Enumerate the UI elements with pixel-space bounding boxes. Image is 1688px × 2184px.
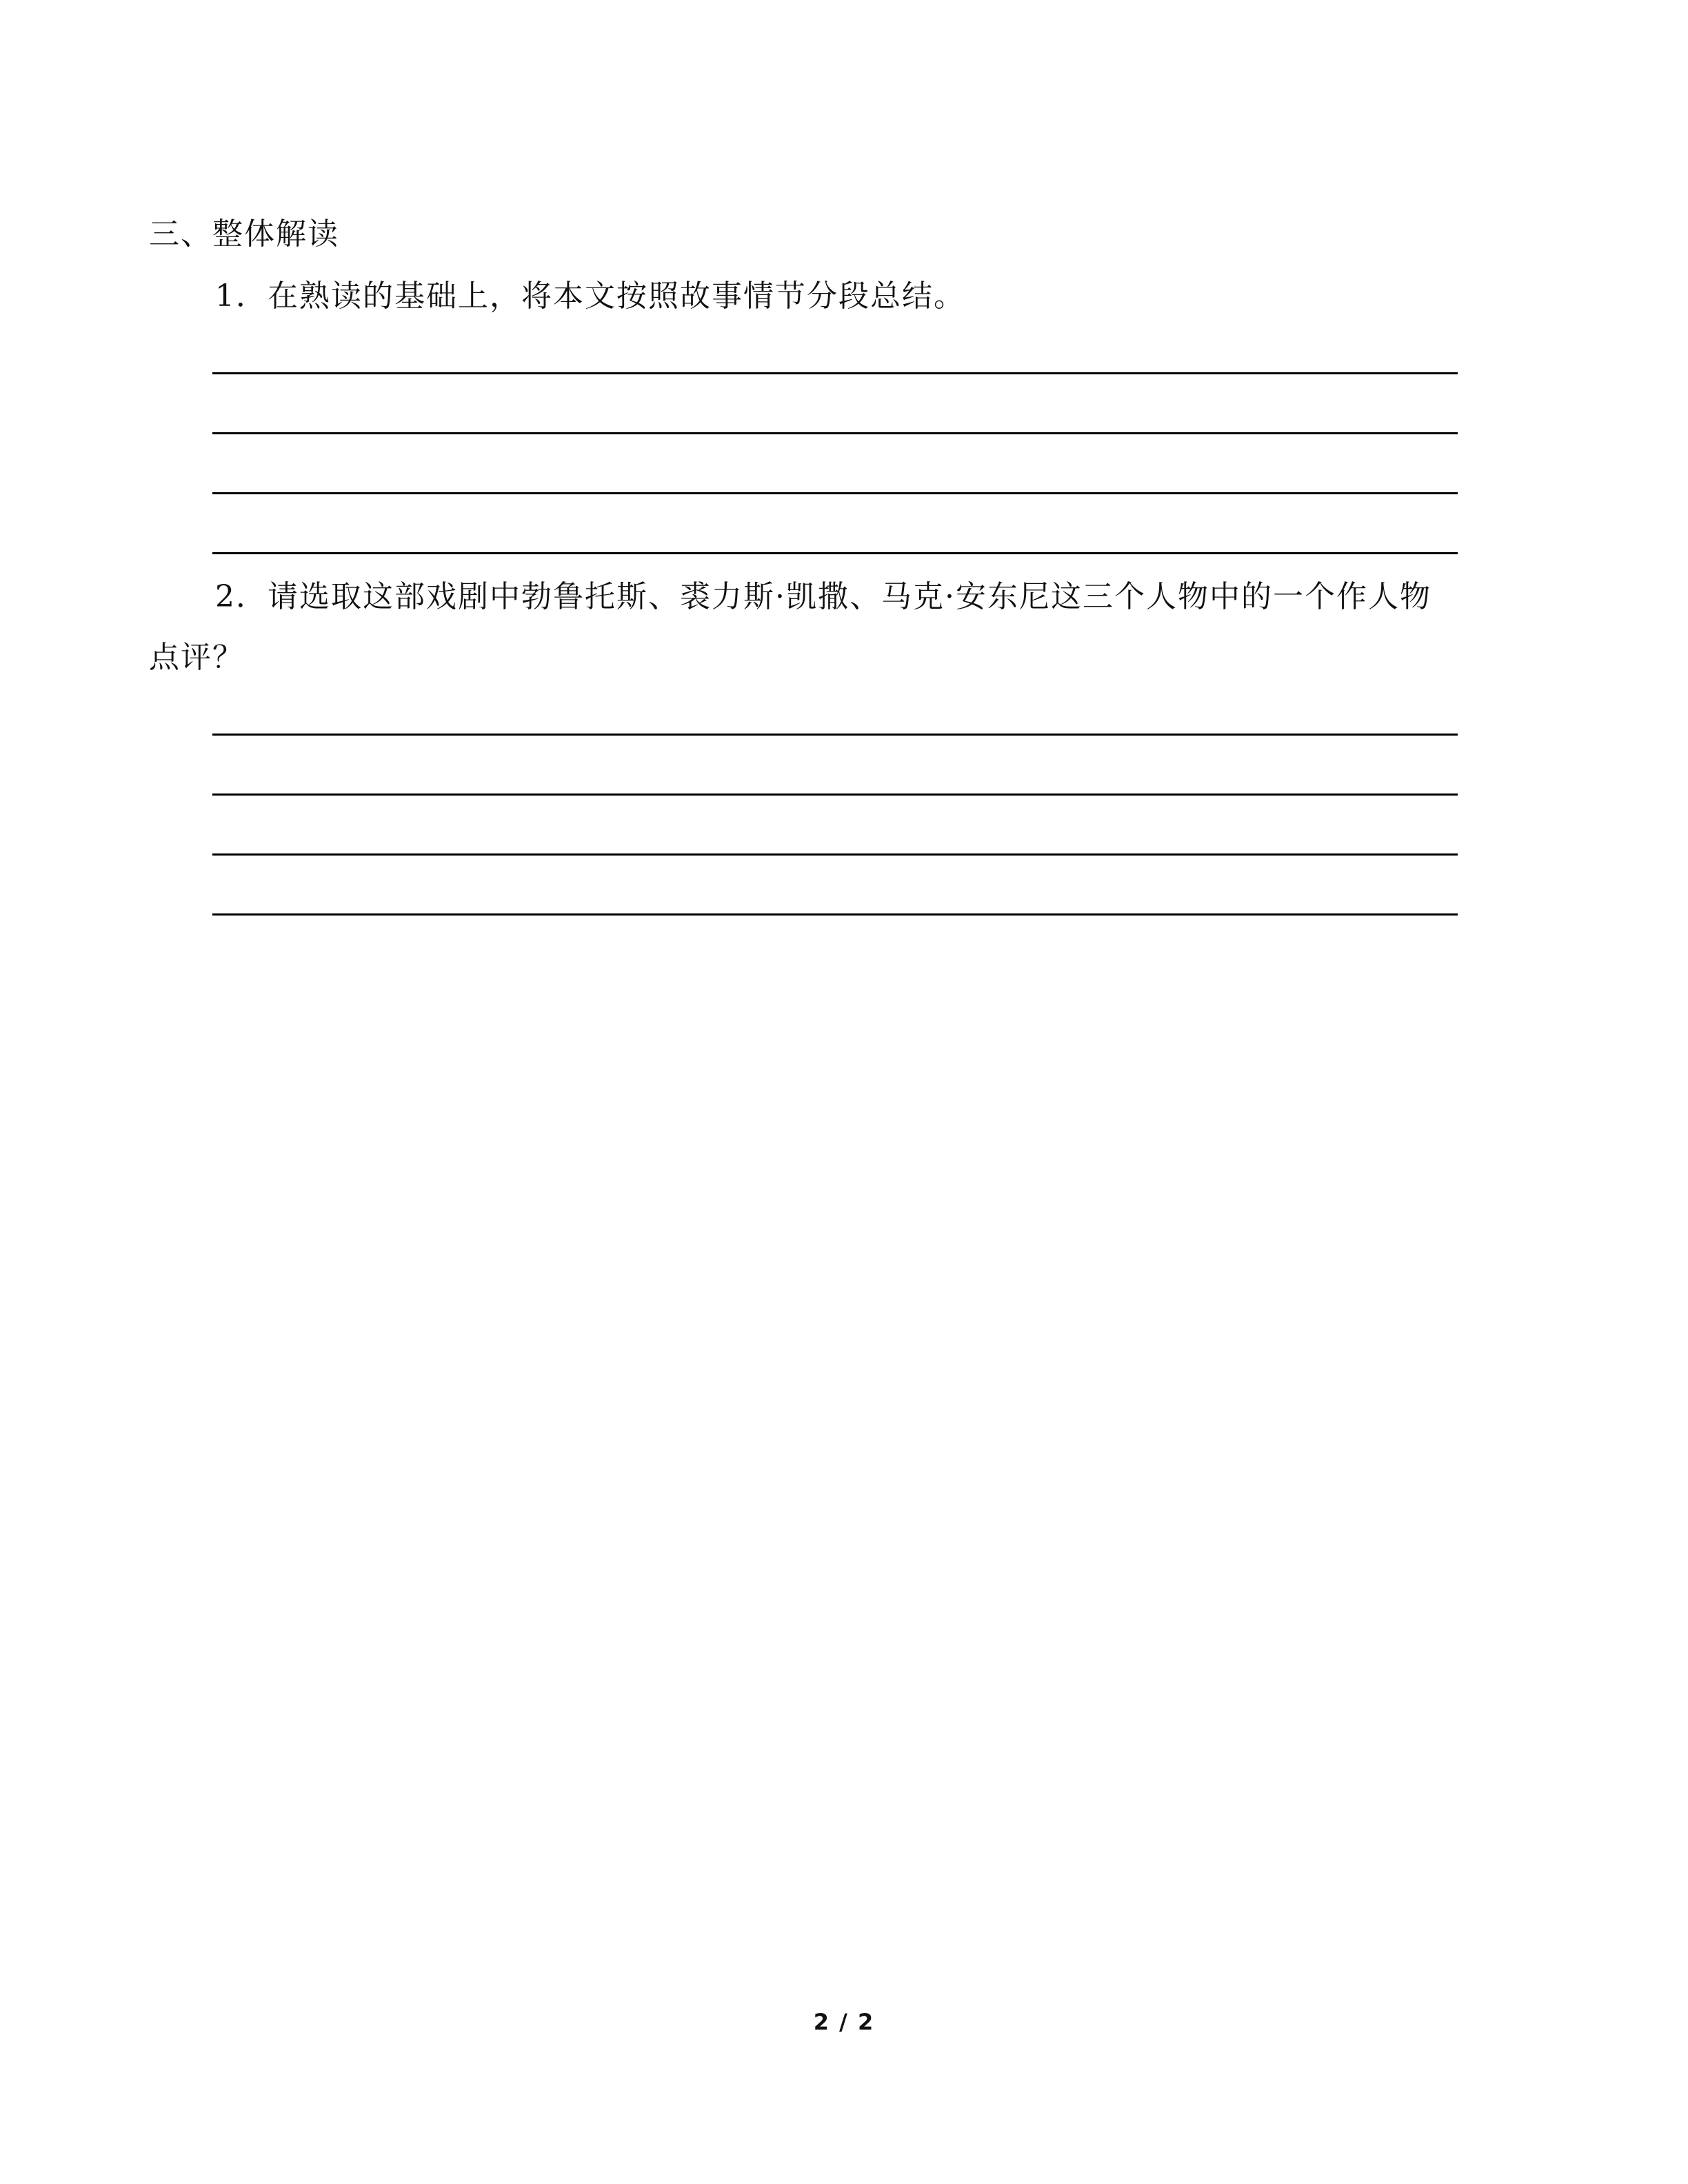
answer-line-q2-1[interactable] xyxy=(212,734,1458,736)
answer-line-q2-3[interactable] xyxy=(212,853,1458,856)
answer-line-q1-2[interactable] xyxy=(212,432,1458,434)
answer-line-q1-3[interactable] xyxy=(212,492,1458,494)
answer-line-q2-2[interactable] xyxy=(212,793,1458,796)
question-1-text: 在熟读的基础上，将本文按照故事情节分段总结。 xyxy=(268,279,965,314)
question-2-text-line1: 请选取这部戏剧中勃鲁托斯、裘力斯·凯撒、马克·安东尼这三个人物中的一个作人物 xyxy=(268,579,1431,614)
question-2 xyxy=(215,579,1431,616)
question-1-number: 1． xyxy=(215,279,268,314)
question-2-number: 2． xyxy=(215,579,268,614)
question-1 xyxy=(215,279,965,315)
section-heading: 三、整体解读 xyxy=(149,216,339,252)
answer-line-q1-1[interactable] xyxy=(212,372,1458,374)
answer-line-q2-4[interactable] xyxy=(212,913,1458,916)
answer-line-q1-4[interactable] xyxy=(212,552,1458,554)
question-2-text-line2: 点评？ xyxy=(149,640,244,675)
page-number: 2 / 2 xyxy=(813,2009,875,2035)
